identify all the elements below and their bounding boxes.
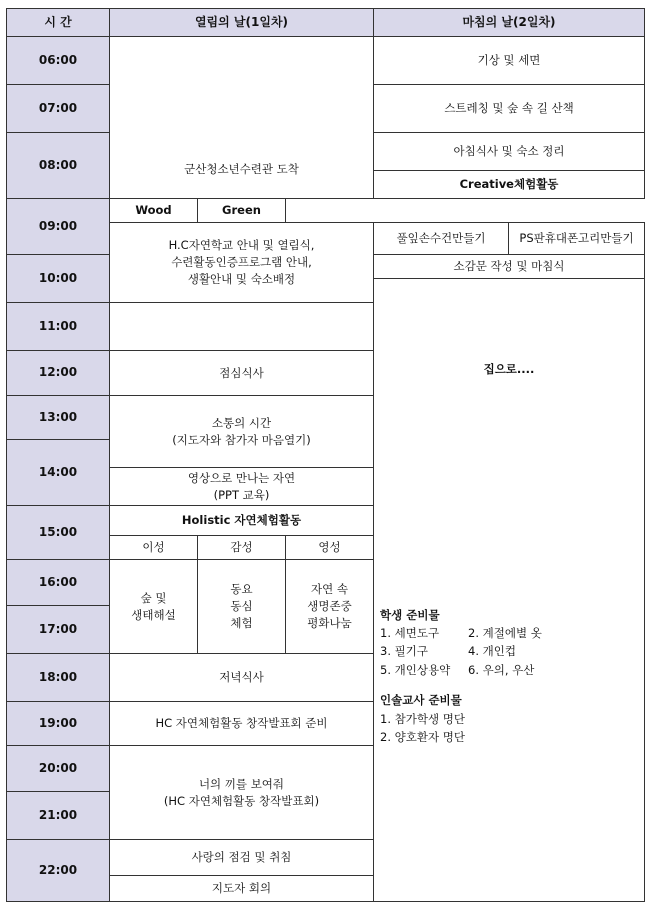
- time-0900: 09:00: [7, 199, 110, 255]
- teacher-prep-item: 2. 양호환자 명단: [380, 730, 465, 745]
- student-prep-list: [380, 624, 638, 679]
- day1-meeting: 지도자 회의: [110, 876, 374, 902]
- time-2000: 20:00: [7, 746, 110, 792]
- day1-dinner: 저녁식사: [110, 654, 374, 702]
- day1-communication-line1: 소통의 시간: [211, 415, 272, 430]
- time-1500: 15:00: [7, 506, 110, 560]
- day1-show-line1: 너의 끼를 보여줘: [198, 776, 285, 791]
- time-2200: 22:00: [7, 840, 110, 902]
- day1-communication: [110, 396, 374, 468]
- time-1600: 16:00: [7, 560, 110, 606]
- schedule-table: [6, 8, 645, 902]
- header-day2: 마침의 날(2일차): [374, 9, 645, 37]
- day2-wood-head: Wood: [110, 199, 198, 223]
- student-prep-item: 1. 세면도구: [380, 626, 440, 641]
- day2-stretch: 스트레칭 및 숲 속 길 산책: [374, 85, 645, 133]
- student-prep-item: 3. 필기구: [380, 644, 428, 659]
- day1-video-line2: (PPT 교육): [213, 487, 270, 502]
- forest-line2: 생태해설: [131, 607, 176, 622]
- song-line3: 체험: [230, 615, 253, 630]
- time-2100: 21:00: [7, 792, 110, 840]
- day1-orientation-line1: H.C자연학교 안내 및 열림식,: [168, 238, 315, 253]
- time-1900: 19:00: [7, 702, 110, 746]
- prep-section: [380, 606, 638, 747]
- day2-rest-area: [374, 279, 645, 902]
- day1-sub-head-reason: 이성: [110, 536, 198, 560]
- student-prep-title: 학생 준비물: [380, 607, 440, 622]
- song-line2: 동심: [230, 599, 253, 614]
- day2-wake: 기상 및 세면: [374, 37, 645, 85]
- time-1300: 13:00: [7, 396, 110, 440]
- day1-show: [110, 746, 374, 840]
- student-prep-item: 5. 개인상용약: [380, 662, 451, 677]
- peace-line3: 평화나눔: [307, 615, 352, 630]
- student-prep-item: 2. 계절에별 옷: [468, 626, 542, 641]
- day2-green-head: Green: [198, 199, 286, 223]
- time-1800: 18:00: [7, 654, 110, 702]
- day1-orientation-line3: 생활안내 및 숙소배정: [187, 271, 296, 286]
- day1-arrival: 군산청소년수련관 도착: [110, 37, 374, 199]
- day1-love: 사랑의 점검 및 취침: [110, 840, 374, 876]
- time-0800: 08:00: [7, 133, 110, 199]
- day2-breakfast: 아침식사 및 숙소 정리: [374, 133, 645, 171]
- day1-video: [110, 468, 374, 506]
- time-1200: 12:00: [7, 351, 110, 396]
- day2-closing: 소감문 작성 및 마침식: [374, 255, 645, 279]
- day1-holistic: Holistic 자연체험활동: [110, 506, 374, 536]
- day1-orientation-line2: 수련활동인증프로그램 안내,: [171, 255, 312, 270]
- student-prep-item: 6. 우의, 우산: [468, 662, 535, 677]
- teacher-prep-title: 인솔교사 준비물: [380, 693, 462, 708]
- day2-green-item: PS판휴대폰고리만들기: [509, 223, 645, 255]
- forest-line1: 숲 및: [140, 590, 167, 605]
- time-0700: 07:00: [7, 85, 110, 133]
- student-prep-item: 4. 개인컵: [468, 644, 516, 659]
- time-1100: 11:00: [7, 303, 110, 351]
- header-day1: 열림의 날(1일차): [110, 9, 374, 37]
- day1-orientation: [110, 223, 374, 303]
- time-0600: 06:00: [7, 37, 110, 85]
- day1-show-line2: (HC 자연체험활동 창작발표회): [163, 793, 320, 808]
- day1-video-line1: 영상으로 만나는 자연: [187, 470, 296, 485]
- peace-line1: 자연 속: [311, 582, 348, 597]
- day1-sub-item-forest: [110, 560, 198, 654]
- day1-sub-item-peace: [286, 560, 374, 654]
- day1-lunch: 점심식사: [110, 351, 374, 396]
- teacher-prep-item: 1. 참가학생 명단: [380, 711, 465, 726]
- day2-creative: Creative체험활동: [374, 171, 645, 199]
- time-1400: 14:00: [7, 440, 110, 506]
- day1-sub-head-emotion: 감성: [198, 536, 286, 560]
- day1-sub-item-song: [198, 560, 286, 654]
- day2-wood-item: 풀잎손수건만들기: [374, 223, 509, 255]
- peace-line2: 생명존중: [307, 599, 352, 614]
- song-line1: 동요: [230, 582, 253, 597]
- header-time: 시 간: [7, 9, 110, 37]
- day1-communication-line2: (지도자와 참가자 마음열기): [172, 432, 311, 447]
- day1-hc-prep: HC 자연체험활동 창작발표회 준비: [110, 702, 374, 746]
- day1-sub-head-spirit: 영성: [286, 536, 374, 560]
- time-1000: 10:00: [7, 255, 110, 303]
- day2-home: 집으로....: [483, 362, 535, 376]
- time-1700: 17:00: [7, 606, 110, 654]
